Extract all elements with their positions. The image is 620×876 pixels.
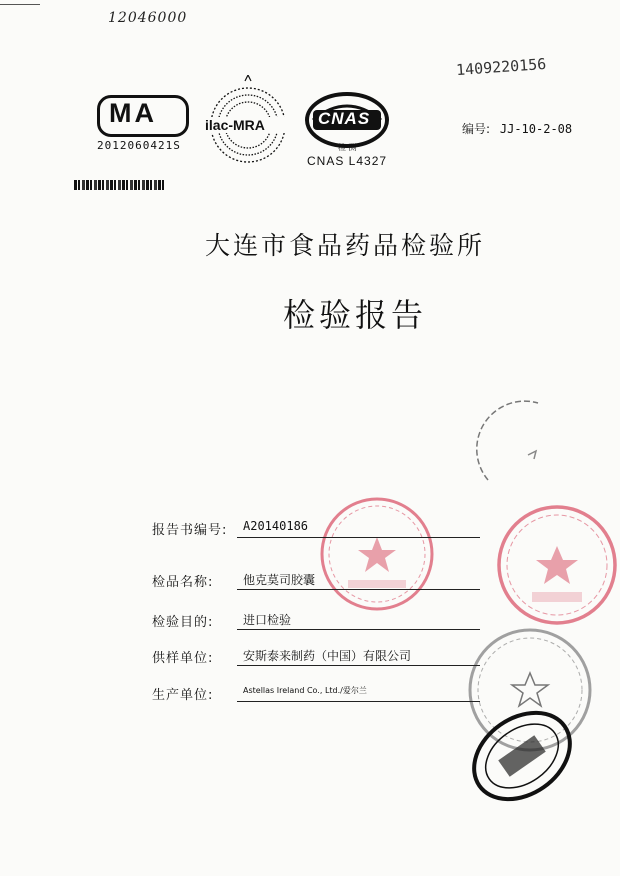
field-underline <box>237 665 480 666</box>
institution-name: 大连市食品药品检验所 <box>205 231 486 260</box>
cnas-logo <box>305 92 395 170</box>
field-underline <box>237 701 480 702</box>
field-underline <box>237 537 480 538</box>
field-value-manufacturer: Astellas Ireland Co., Ltd./爱尔兰 <box>243 686 367 695</box>
report-code <box>462 120 572 137</box>
field-value-product: 他克莫司胶囊 <box>243 573 316 587</box>
cnas-sub-text: 检 测 <box>338 143 357 152</box>
red-seal-2 <box>494 502 620 628</box>
field-underline <box>237 629 480 630</box>
field-value-report-no: A20140186 <box>243 519 309 533</box>
ilac-logo-text: ilac-MRA <box>205 117 265 133</box>
black-oval-seal <box>462 696 582 816</box>
report-title: 检验报告 <box>283 296 428 334</box>
field-value-supplier: 安斯泰来制药（中国）有限公司 <box>243 649 412 663</box>
cma-logo <box>97 95 187 155</box>
field-underline <box>237 589 480 590</box>
report-code-value: JJ-10-2-08 <box>499 122 573 136</box>
ilac-mra-logo <box>203 75 293 167</box>
red-seal-1 <box>318 495 436 613</box>
field-value-purpose: 进口检验 <box>243 613 292 627</box>
field-label-report-no: 报告书编号: <box>152 523 228 538</box>
field-label-manufacturer: 生产单位: <box>152 688 214 703</box>
cma-logo-text: MA <box>109 98 157 128</box>
handwritten-note: 12046000 <box>108 10 188 26</box>
barcode-strip <box>74 180 164 190</box>
serial-number: 1409220156 <box>455 54 547 80</box>
cma-number: 2012060421S <box>97 139 181 152</box>
cnas-number: CNAS L4327 <box>307 154 388 168</box>
field-label-supplier: 供样单位: <box>152 651 214 666</box>
corner-mark <box>0 4 40 5</box>
cnas-logo-text: CNAS <box>318 109 371 128</box>
field-label-purpose: 检验目的: <box>152 615 214 630</box>
field-label-product: 检品名称: <box>152 575 214 590</box>
faded-seal <box>468 395 578 505</box>
report-code-label: 编号: <box>462 122 491 136</box>
